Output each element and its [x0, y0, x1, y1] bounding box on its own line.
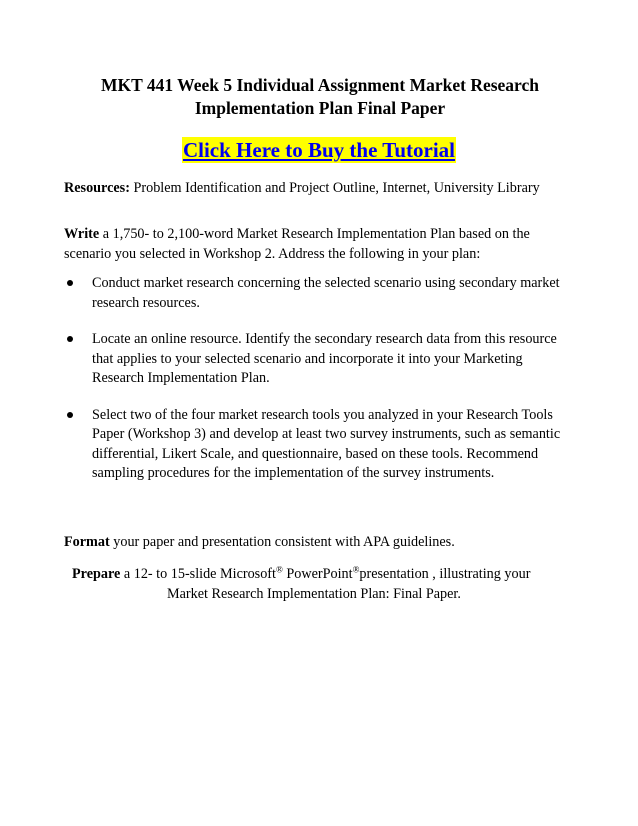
bullet-icon: [67, 336, 73, 342]
document-title: [60, 74, 580, 120]
prepare-label: Prepare: [72, 566, 121, 582]
resources-text: Problem Identification and Project Outline, Internet, University Library: [129, 180, 540, 196]
registered-mark-1: ®: [275, 564, 283, 575]
list-item: [64, 330, 564, 389]
resources-label: Resources:: [64, 180, 130, 196]
buy-tutorial-link[interactable]: Click Here to Buy the Tutorial: [182, 138, 456, 162]
write-label: Write: [64, 226, 100, 242]
format-paragraph: [64, 533, 564, 553]
requirements-list: [64, 274, 564, 484]
list-item-text: Locate an online resource. Identify the secondary research data from this resource that applies to your selected scenario and incorporate it into your Marketing Research Implementation Plan.: [92, 331, 557, 386]
format-text: your paper and presentation consistent with APA guidelines.: [109, 534, 455, 550]
write-paragraph: [64, 225, 564, 264]
bullet-icon: [67, 412, 73, 418]
title-line-2: Implementation Plan Final Paper: [194, 98, 446, 118]
prepare-line-2: Market Research Implementation Plan: Final Paper.: [167, 585, 461, 602]
format-label: Format: [64, 534, 110, 550]
list-item-text: Conduct market research concerning the selected scenario using secondary market research resources.: [92, 275, 560, 311]
prepare-text-b: PowerPoint: [282, 566, 353, 582]
buy-link-container: [0, 137, 638, 163]
registered-mark-2: ®: [352, 564, 360, 575]
bullet-icon: [67, 280, 73, 286]
prepare-text-c: presentation , illustrating your: [359, 566, 531, 582]
list-item: [64, 406, 564, 484]
title-line-1: MKT 441 Week 5 Individual Assignment Market Research: [100, 75, 539, 95]
resources-paragraph: [64, 179, 564, 199]
list-item-text: Select two of the four market research tools you analyzed in your Research Tools Paper (Workshop 3) and develop at least two survey instruments, such as semantic differential, Likert Scale, and questionnaire, based on these tools. Recommend sampling procedures for the implementation of the survey instruments.: [92, 406, 561, 481]
prepare-text-a: a 12- to 15-slide Microsoft: [120, 566, 276, 582]
write-text: a 1,750- to 2,100-word Market Research Implementation Plan based on the scenario you selected in Workshop 2. Address the following in your plan:: [64, 226, 530, 262]
list-item: [64, 274, 564, 313]
prepare-paragraph: [72, 565, 572, 604]
